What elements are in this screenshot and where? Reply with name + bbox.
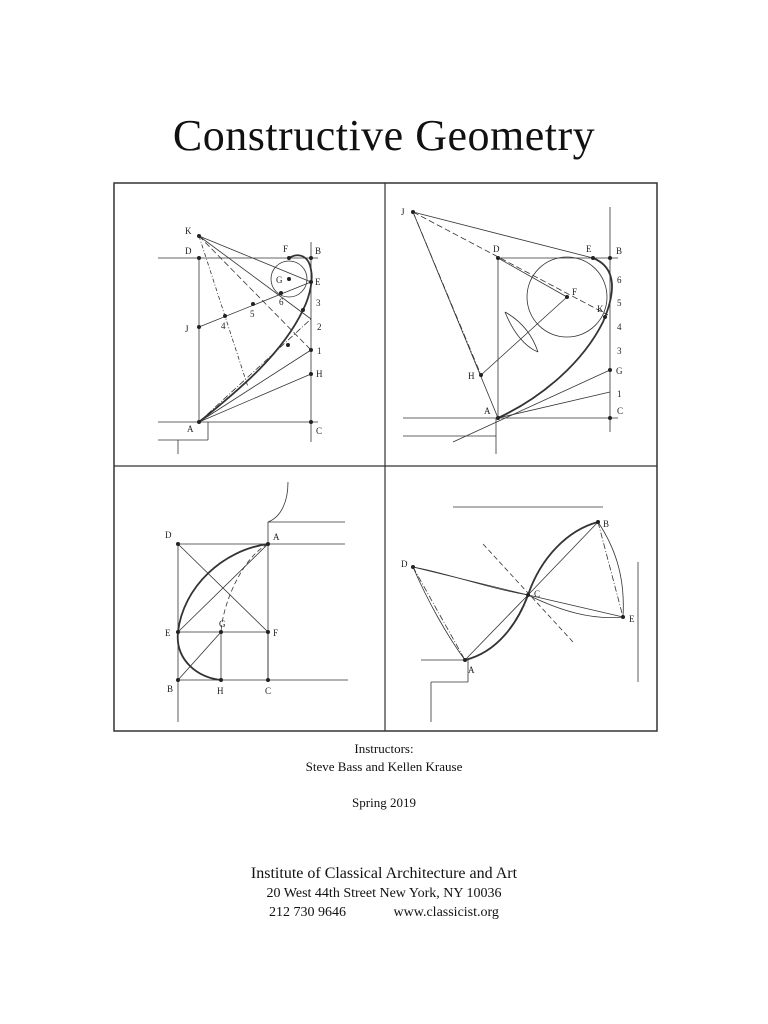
bl-label-b: B (167, 684, 174, 694)
br-label-a: A (468, 665, 475, 675)
bl-label-h: H (217, 686, 224, 696)
institute-phone: 212 730 9646 (269, 905, 347, 920)
institute-name: Institute of Classical Architecture and Art (250, 865, 518, 882)
tr-label-e: E (586, 244, 592, 254)
bl-label-c: C (265, 686, 272, 696)
tr-label-b: B (616, 246, 623, 256)
document-title: Constructive Geometry (172, 111, 596, 160)
tl-label-6: 6 (279, 297, 284, 307)
tl-label-j: J (185, 324, 189, 334)
tl-label-d: D (185, 246, 192, 256)
bl-label-f: F (273, 628, 279, 638)
instructors-label: Instructors: (354, 741, 414, 756)
tr-label-4: 4 (617, 322, 622, 332)
diagram-bottom-right (413, 507, 638, 722)
tl-label-3: 3 (316, 298, 321, 308)
tl-label-4: 4 (221, 321, 226, 331)
tl-label-h: H (316, 369, 323, 379)
tr-label-h: H (468, 371, 475, 381)
tl-label-5: 5 (250, 309, 255, 319)
institute-address: 20 West 44th Street New York, NY 10036 (266, 886, 502, 901)
tr-label-1: 1 (617, 389, 622, 399)
tl-label-e: E (315, 277, 321, 287)
tr-label-j: J (401, 207, 405, 217)
tr-label-c: C (617, 406, 624, 416)
tr-label-a: A (484, 406, 491, 416)
institute-website[interactable]: www.classicist.org (393, 905, 499, 920)
bl-label-e: E (165, 628, 171, 638)
tl-label-b: B (315, 246, 322, 256)
course-term: Spring 2019 (352, 795, 416, 810)
tr-label-k: K (597, 304, 604, 314)
br-label-d: D (401, 559, 408, 569)
institute-block (0, 864, 768, 922)
tr-label-3: 3 (617, 346, 622, 356)
br-label-e: E (629, 614, 635, 624)
institute-contact-row (269, 903, 499, 922)
bl-label-a: A (273, 532, 280, 542)
tl-label-a: A (187, 424, 194, 434)
geometry-plate-illustration (113, 182, 658, 732)
tl-label-2: 2 (317, 322, 322, 332)
instructors-names: Steve Bass and Kellen Krause (305, 759, 463, 774)
tr-label-d: D (493, 244, 500, 254)
tl-label-f: F (283, 244, 289, 254)
tl-label-k: K (185, 226, 192, 236)
diagram-top-left (158, 236, 318, 454)
bl-label-d: D (165, 530, 172, 540)
course-credits (0, 740, 768, 812)
tl-label-g: G (276, 275, 283, 285)
tl-label-c: C (316, 426, 323, 436)
tr-label-6: 6 (617, 275, 622, 285)
br-label-c: C (534, 589, 541, 599)
tl-label-1: 1 (317, 346, 322, 356)
tr-label-5: 5 (617, 298, 622, 308)
br-label-b: B (603, 519, 610, 529)
tr-label-f: F (572, 287, 578, 297)
tr-label-g: G (616, 366, 623, 376)
diagram-bottom-left (178, 482, 348, 722)
bl-label-g: G (219, 619, 226, 629)
